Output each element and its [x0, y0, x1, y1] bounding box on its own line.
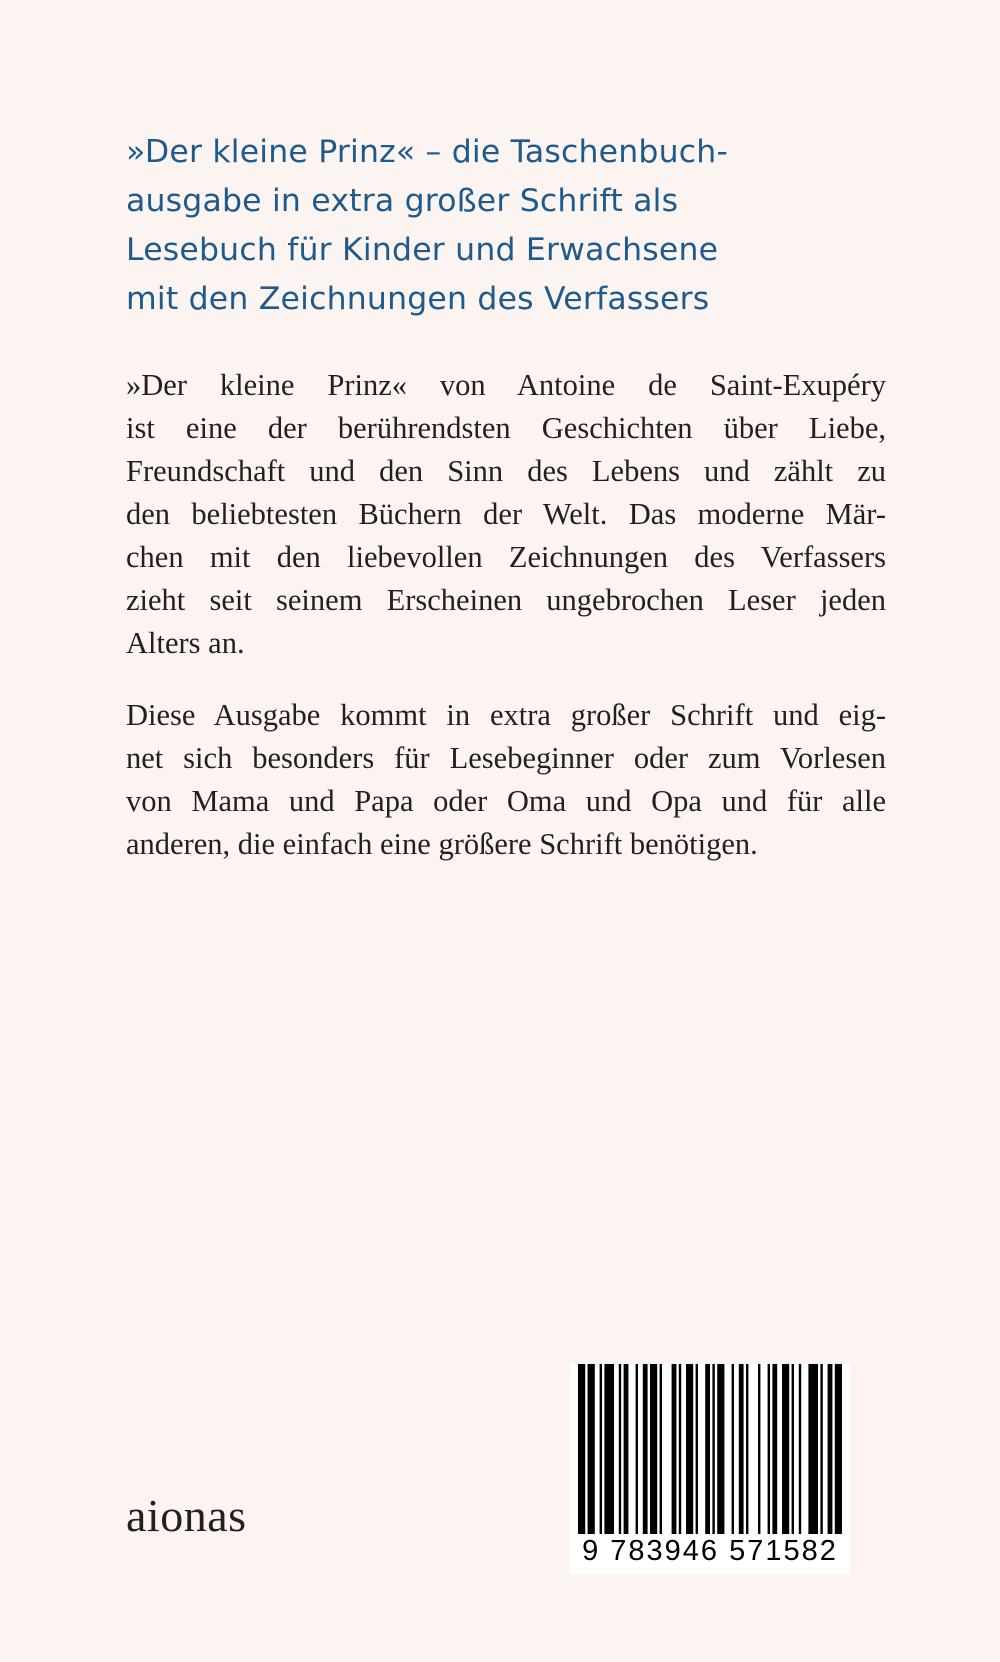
- barcode-bar: [588, 1364, 595, 1534]
- text-line: ist eine der berührendsten Geschichten über Liebe,: [126, 411, 886, 445]
- barcode-bar: [643, 1364, 648, 1534]
- isbn-number: 9 783946 571582: [582, 1535, 838, 1567]
- barcode-bar: [772, 1364, 777, 1534]
- description-paragraph-1: [126, 364, 886, 665]
- barcode-bar: [696, 1364, 698, 1534]
- barcode-bar: [792, 1364, 794, 1534]
- barcode-bar: [799, 1364, 801, 1534]
- barcode-bar: [739, 1364, 744, 1534]
- headline-line: ausgabe in extra großer Schrift als: [126, 183, 679, 219]
- barcode-bar: [619, 1364, 621, 1534]
- barcode-bar: [746, 1364, 748, 1534]
- barcode-bar: [686, 1364, 693, 1534]
- barcode-bar: [782, 1364, 789, 1534]
- barcode-bar: [808, 1364, 818, 1534]
- text-line: Diese Ausgabe kommt in extra großer Schrift und eig-: [126, 698, 886, 732]
- barcode-bar: [624, 1364, 629, 1534]
- barcode-bar: [768, 1364, 770, 1534]
- isbn-barcode: [570, 1364, 850, 1574]
- text-line: chen mit den liebevollen Zeichnungen des Verfassers: [126, 540, 886, 574]
- barcode-bar: [679, 1364, 681, 1534]
- text-line: Alters an.: [126, 626, 245, 660]
- headline-line: Lesebuch für Kinder und Erwachsene: [126, 232, 719, 268]
- barcode-bar: [650, 1364, 657, 1534]
- barcode-bar: [600, 1364, 602, 1534]
- text-line: Freundschaft und den Sinn des Lebens und zählt zu: [126, 454, 886, 488]
- text-line: »Der kleine Prinz« von Antoine de Saint-Exupéry: [126, 368, 886, 402]
- barcode-bar: [672, 1364, 677, 1534]
- barcode-bar: [660, 1364, 662, 1534]
- headline-line: »Der kleine Prinz« – die Taschenbuch-: [126, 134, 729, 170]
- barcode-bars: [570, 1364, 850, 1534]
- barcode-bar: [578, 1364, 585, 1534]
- barcode-bar: [717, 1364, 724, 1534]
- headline-line: mit den Zeichnungen des Verfassers: [126, 281, 710, 317]
- barcode-bar: [835, 1364, 842, 1534]
- text-line: net sich besonders für Lesebeginner oder zum Vorlesen: [126, 741, 886, 775]
- text-line: den beliebtesten Büchern der Welt. Das moderne Mär-: [126, 497, 886, 531]
- barcode-bar: [758, 1364, 760, 1534]
- barcode-bar: [712, 1364, 714, 1534]
- headline: [126, 128, 906, 324]
- text-line: von Mama und Papa oder Oma und Opa und für alle: [126, 784, 886, 818]
- barcode-bar: [636, 1364, 638, 1534]
- barcode-bar: [604, 1364, 614, 1534]
- text-line: anderen, die einfach eine größere Schrift benötigen.: [126, 827, 758, 861]
- description-paragraph-2: [126, 694, 886, 866]
- text-line: zieht seit seinem Erscheinen ungebrochen Leser jeden: [126, 583, 886, 617]
- barcode-bar: [705, 1364, 710, 1534]
- barcode-bar: [828, 1364, 833, 1534]
- barcode-bar: [732, 1364, 734, 1534]
- publisher-logo: aionas: [126, 1490, 247, 1541]
- barcode-bar: [820, 1364, 822, 1534]
